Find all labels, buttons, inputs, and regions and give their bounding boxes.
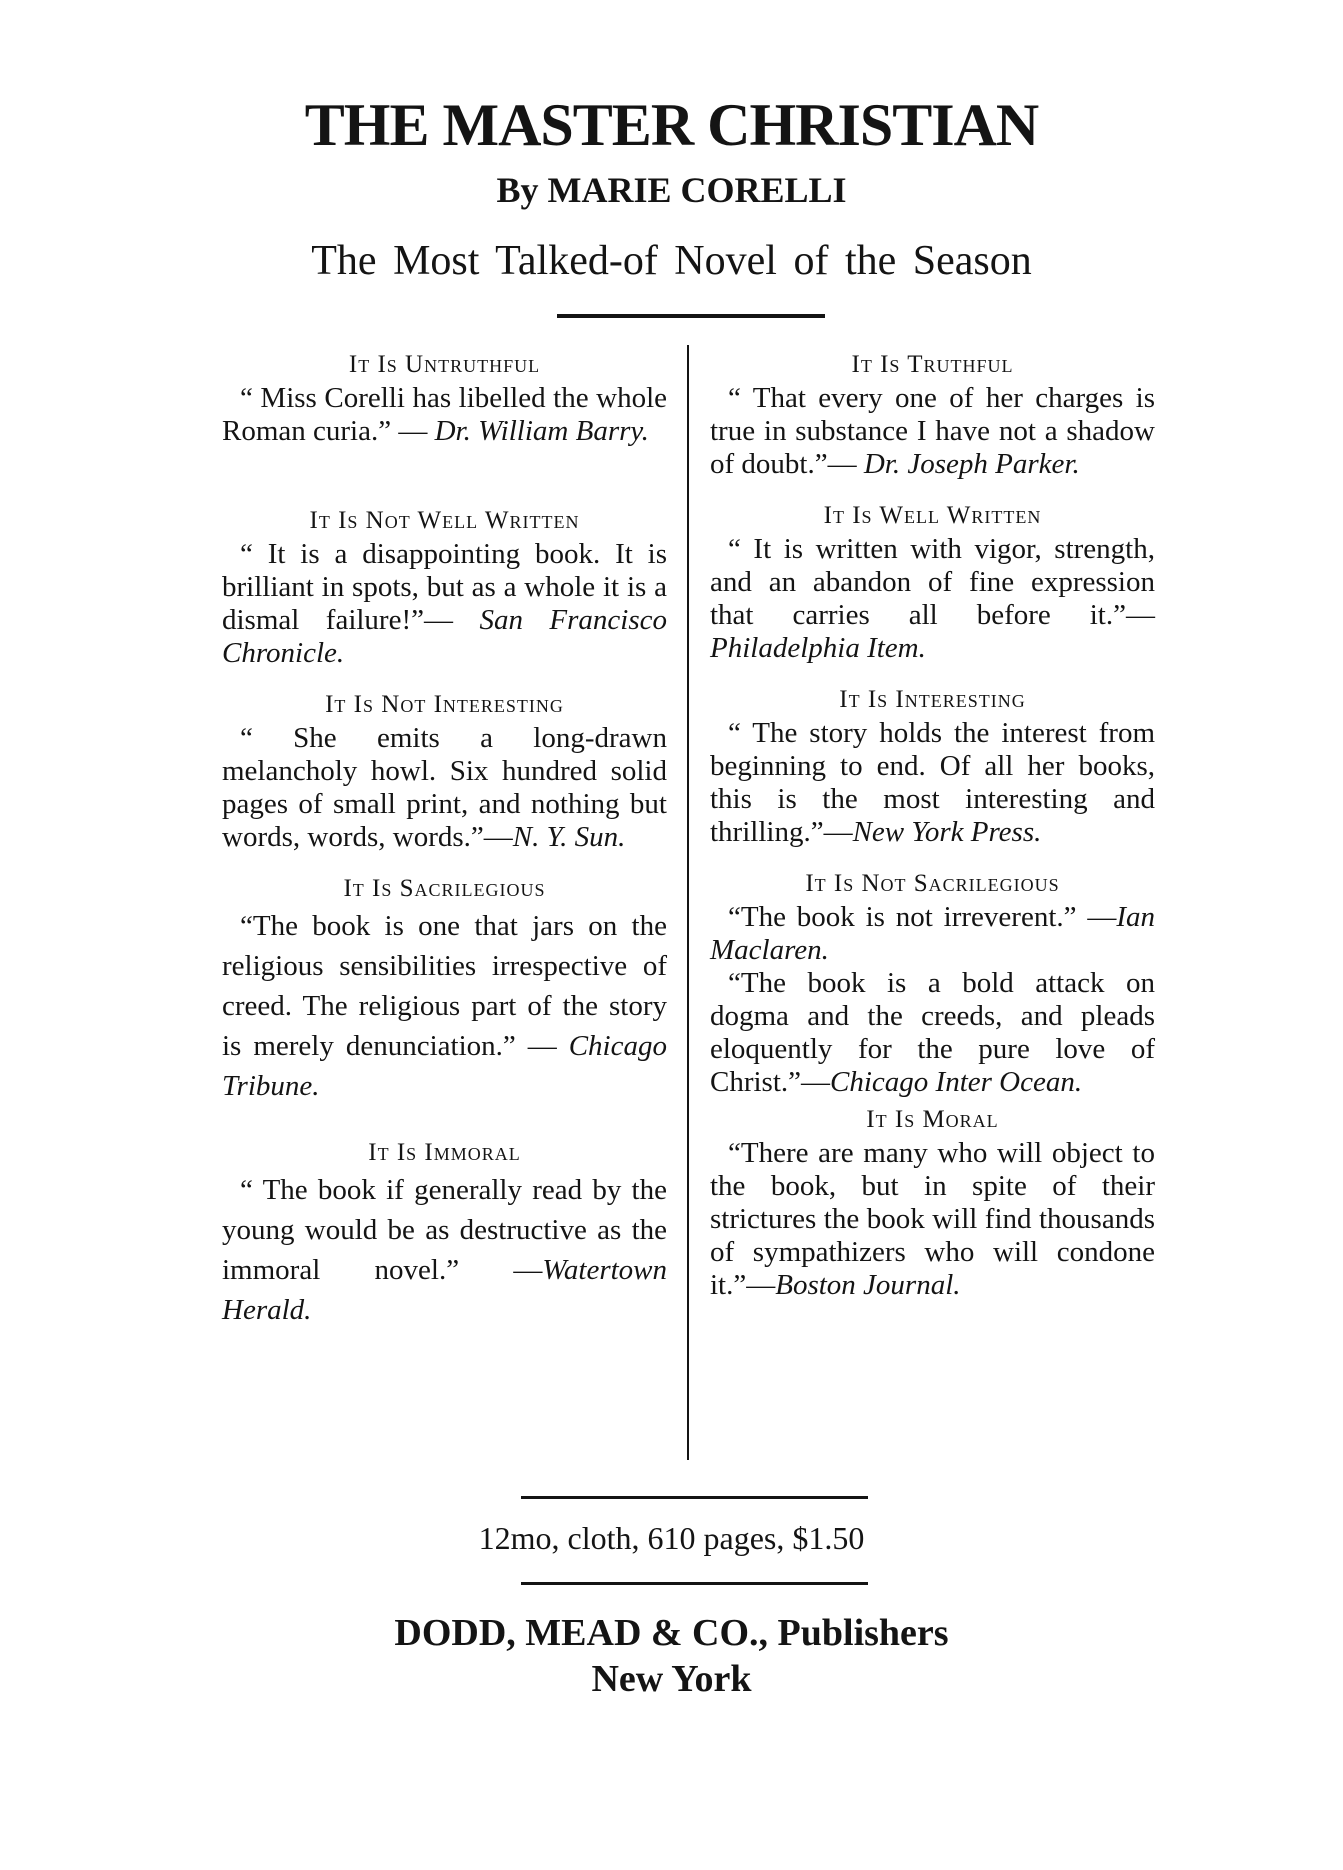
review-heading: It Is Immoral [368,1139,521,1166]
book-subtitle: The Most Talked-of Novel of the Season [311,238,1032,284]
quote-attribution: Ian Maclaren. [710,901,1155,966]
quote-attribution: San Francisco Chronicle. [222,604,667,669]
review-heading: It Is Moral [866,1106,999,1133]
quote-text: “ It is written with vigor, strength, and an abandon of fine expression that carries all before it.”— [710,533,1155,631]
review-entry [710,867,1155,1099]
review-quote [222,382,667,448]
quote-text: “ She emits a long-drawn melancholy howl. Six hundred solid pages of small print, and nothing but words, words, words.”— [222,722,667,853]
review-quote [222,722,667,854]
column-divider [687,345,689,1460]
quote-text: “ That every one of her charges is true in substance I have not a shadow of doubt.”— [710,382,1155,480]
publisher-city: New York [591,1658,752,1700]
price-line: 12mo, cloth, 610 pages, $1.50 [478,1520,865,1556]
right-column [710,348,1155,1302]
quote-text: “The book is one that jars on the religious sensibilities irrespective of creed. The religious part of the story is merely denunciation.” — [222,910,667,1062]
review-heading: It Is Not Well Written [309,507,580,534]
review-quote [710,901,1155,967]
quote-text: “ The book if generally read by the young would be as destructive as the immoral novel.” — [222,1174,667,1286]
lower-rule [521,1582,868,1585]
quote-attribution: Philadelphia Item. [710,632,926,664]
review-heading: It Is Interesting [839,686,1026,713]
review-heading: It Is Truthful [851,351,1014,378]
quote-text: “ Miss Corelli has libelled the whole Roman curia.” — [222,382,667,447]
quote-text: “ The story holds the interest from beginning to end. Of all her books, this is the most interesting and thrilling.”— [710,717,1155,848]
quote-attribution: Boston Journal. [775,1269,961,1301]
review-entry [222,688,667,854]
review-quote [710,1137,1155,1302]
review-entry [222,504,667,670]
review-heading: It Is Not Interesting [325,691,564,718]
review-quote [710,382,1155,481]
review-entry [222,872,667,1106]
quote-attribution: Chicago Inter Ocean. [830,1066,1083,1098]
quote-text: “ It is a disappointing book. It is brilliant in spots, but as a whole it is a dismal failure!”— [222,538,667,636]
quote-attribution: Dr. Joseph Parker. [863,448,1080,480]
review-quote [222,1170,667,1330]
quote-attribution: New York Press. [852,816,1042,848]
review-quote [710,533,1155,665]
review-quote-second [710,967,1155,1099]
review-quote [710,717,1155,849]
review-heading: It Is Sacrilegious [343,875,546,902]
book-title: THE MASTER CHRISTIAN [304,92,1039,158]
author-byline: By MARIE CORELLI [496,170,847,210]
review-heading: It Is Not Sacrilegious [805,870,1060,897]
quote-text: “The book is a bold attack on dogma and the creeds, and pleads eloquently for the pure love of Christ.”— [710,967,1155,1098]
review-entry [710,1103,1155,1302]
publisher-name: DODD, MEAD & CO., Publishers [394,1612,949,1654]
middle-rule [521,1496,868,1499]
review-entry [710,348,1155,481]
review-quote [222,538,667,670]
quote-attribution: Dr. William Barry. [434,415,649,447]
left-column [222,348,667,1330]
review-entry [710,683,1155,849]
quote-text: “The book is not irreverent.” — [728,901,1117,933]
quote-text: “There are many who will object to the book, but in spite of their strictures the book will find thousands of sympathizers who will condone it.”— [710,1137,1155,1301]
review-heading: It Is Untruthful [348,351,541,378]
review-entry [222,348,667,448]
quote-attribution: Chicago Tribune. [222,1030,667,1102]
quote-attribution: Watertown Herald. [222,1254,667,1326]
review-quote [222,906,667,1106]
review-heading: It Is Well Written [823,502,1042,529]
review-entry [710,499,1155,665]
quote-attribution: N. Y. Sun. [512,821,626,853]
top-rule [557,314,825,318]
review-entry [222,1136,667,1330]
